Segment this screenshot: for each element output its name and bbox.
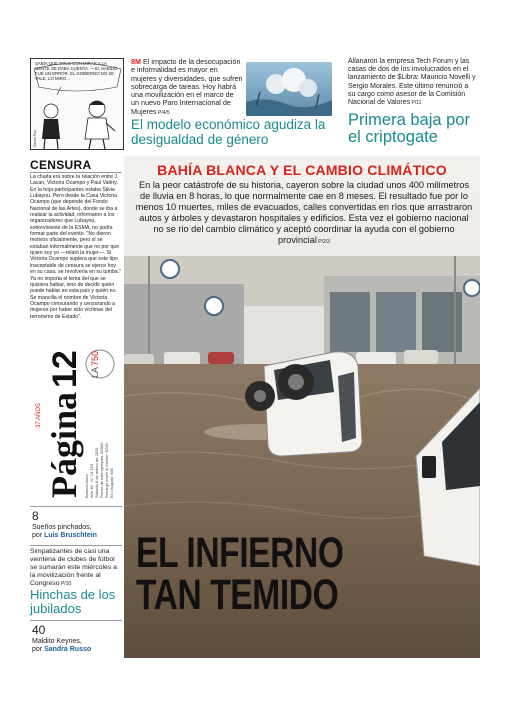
story-tag-8m: 8M xyxy=(131,57,141,66)
issue-line: Precio de este ejemplar: $2000 xyxy=(99,442,104,498)
issue-line: Recargo envío al interior: $200 xyxy=(104,443,109,498)
item-40-link[interactable] xyxy=(32,638,124,654)
masthead-number: 12 xyxy=(46,350,84,388)
story-body: El impacto de la desocupación e informalidad es mayor en mujeres y diversidades, que sufren sobrecarga de tareas. Hoy habrá una movilización en el marco de un nuevo Paro Internacional de Mujeres xyxy=(131,57,243,116)
page-ref: P/11 xyxy=(410,100,422,107)
headline-primera-baja[interactable]: Primera baja por el criptogate xyxy=(348,111,470,146)
la750-label: LA xyxy=(90,366,100,378)
item-40-number: 40 xyxy=(32,623,46,637)
cartoon-figure xyxy=(31,59,124,150)
top-story-gender-text[interactable] xyxy=(131,58,243,117)
top-story-criptogate-text[interactable] xyxy=(348,58,476,107)
jubilados-text[interactable] xyxy=(30,548,122,588)
item-8-link[interactable] xyxy=(32,524,124,540)
la750-number: 750 xyxy=(90,350,100,366)
author-prefix: por xyxy=(32,532,45,539)
cartoon-panel xyxy=(30,58,124,150)
item-8-author: Luis Bruschtein xyxy=(44,532,97,539)
main-kicker: BAHÍA BLANCA Y EL CAMBIO CLIMÁTICO xyxy=(157,162,447,178)
divider xyxy=(30,172,122,173)
main-photo[interactable] xyxy=(124,156,480,658)
page-ref: P/2/3 xyxy=(316,239,330,245)
cartoon-speech: SABÍA QUE SOLO CON MIRAR A LA GENTE SE DABA CUENTA. —SÍ, SABIDO FUE UN ERROR. EL GOBIERNO NO SE VALE, LO MIRO… xyxy=(35,61,118,81)
issue-line: Buenos Aires xyxy=(84,474,89,498)
main-headline-line-1: EL INFIERNO xyxy=(136,529,344,577)
masthead[interactable] xyxy=(28,330,124,500)
story-thumbnail xyxy=(246,62,332,116)
item-8-subtitle: Sueños pinchados, xyxy=(32,524,92,531)
censura-title: CENSURA xyxy=(30,158,92,172)
cartoon-credit: Daniel Paz xyxy=(33,130,37,147)
item-40-author: Sandra Russo xyxy=(44,646,92,653)
item-8-number: 8 xyxy=(32,509,39,523)
divider xyxy=(30,620,122,621)
author-prefix: por xyxy=(32,646,45,653)
headline-hinchas[interactable]: Hinchas de los jubilados xyxy=(30,587,116,616)
main-intro-text: En la peor catástrofe de su historia, cayeron sobre la ciudad unos 400 milímetros de lluvia en 8 horas, lo que normalmente cae en 8 meses. El resultado fue por lo menos 10 muertes, miles de evacuados, calles convertidas en ríos que arrastraron autos y árboles y devastaron hospitales y edificios. Esta vez el gobierno nacional no se rio del cambio climático y aceptó coordinar la ayuda con el gobierno provincial xyxy=(135,180,473,245)
censura-text: La charla era sobre la relación entre J. Lacan, Victoria Ocampo y Paul Valéry. En la hoja participantes estaba Silvia Lubayou. Pero desde la Casa Victoria Ocampo (que depende del Fondo Nacional de las Artes), donde se iba a realizar la actividad, informaron a los organizadores que Lubayou, sobreviviente de la ESMA, no podía formar parte del evento. "No dieron motivos oficialmente, pero sí se estaban informalmente que no por que quien soy yo —relató la mujer—. Si Victoria Ocampo supiera que este tipo inaceptable de censura se ejerce hoy en su casa, se revolvería en su tumba." Ya no importa el tema del que se quisiera hablar, sino de decidir quién puede hablar en esta país y quién no. Se mancilla el nombre de Victoria Ocampo censurando y censurando a mujeres por haber sido víctimas del terrorismo de Estado". xyxy=(30,174,121,320)
jubilados-body: Simpatizantes de casi una veintena de clubes de fútbol se sumarán este miércoles a la movilización frente al Congreso xyxy=(30,548,117,587)
divider xyxy=(30,506,122,507)
page-ref: P/10 xyxy=(59,581,72,587)
main-intro xyxy=(134,180,474,248)
page-ref: P/4/5 xyxy=(156,109,170,116)
issue-line: Año 38 · N° 13.153 xyxy=(89,463,94,498)
issue-line: En Uruguay: $60 xyxy=(109,467,114,498)
main-headline-line-2: TAN TEMIDO xyxy=(136,571,339,619)
headline-modelo-economico[interactable]: El modelo económico agudiza la desigualdad de género xyxy=(131,117,326,147)
item-40-subtitle: Maldito Keynes, xyxy=(32,638,82,645)
story-body: Allanaron la empresa Tech Forum y las casas de dos de los involucrados en el lanzamiento de $Libra: Mauricio Novelli y Sergio Morales. Este último renunció a su cargo como asesor de la Comisión Nacional de Valores xyxy=(348,58,476,107)
divider xyxy=(30,545,122,546)
issue-line: Sábado 8 de marzo de 2025 xyxy=(94,447,99,498)
masthead-name: Página xyxy=(44,391,84,498)
main-headline[interactable] xyxy=(136,529,401,619)
masthead-anniversary: 37 AÑOS xyxy=(36,402,42,428)
